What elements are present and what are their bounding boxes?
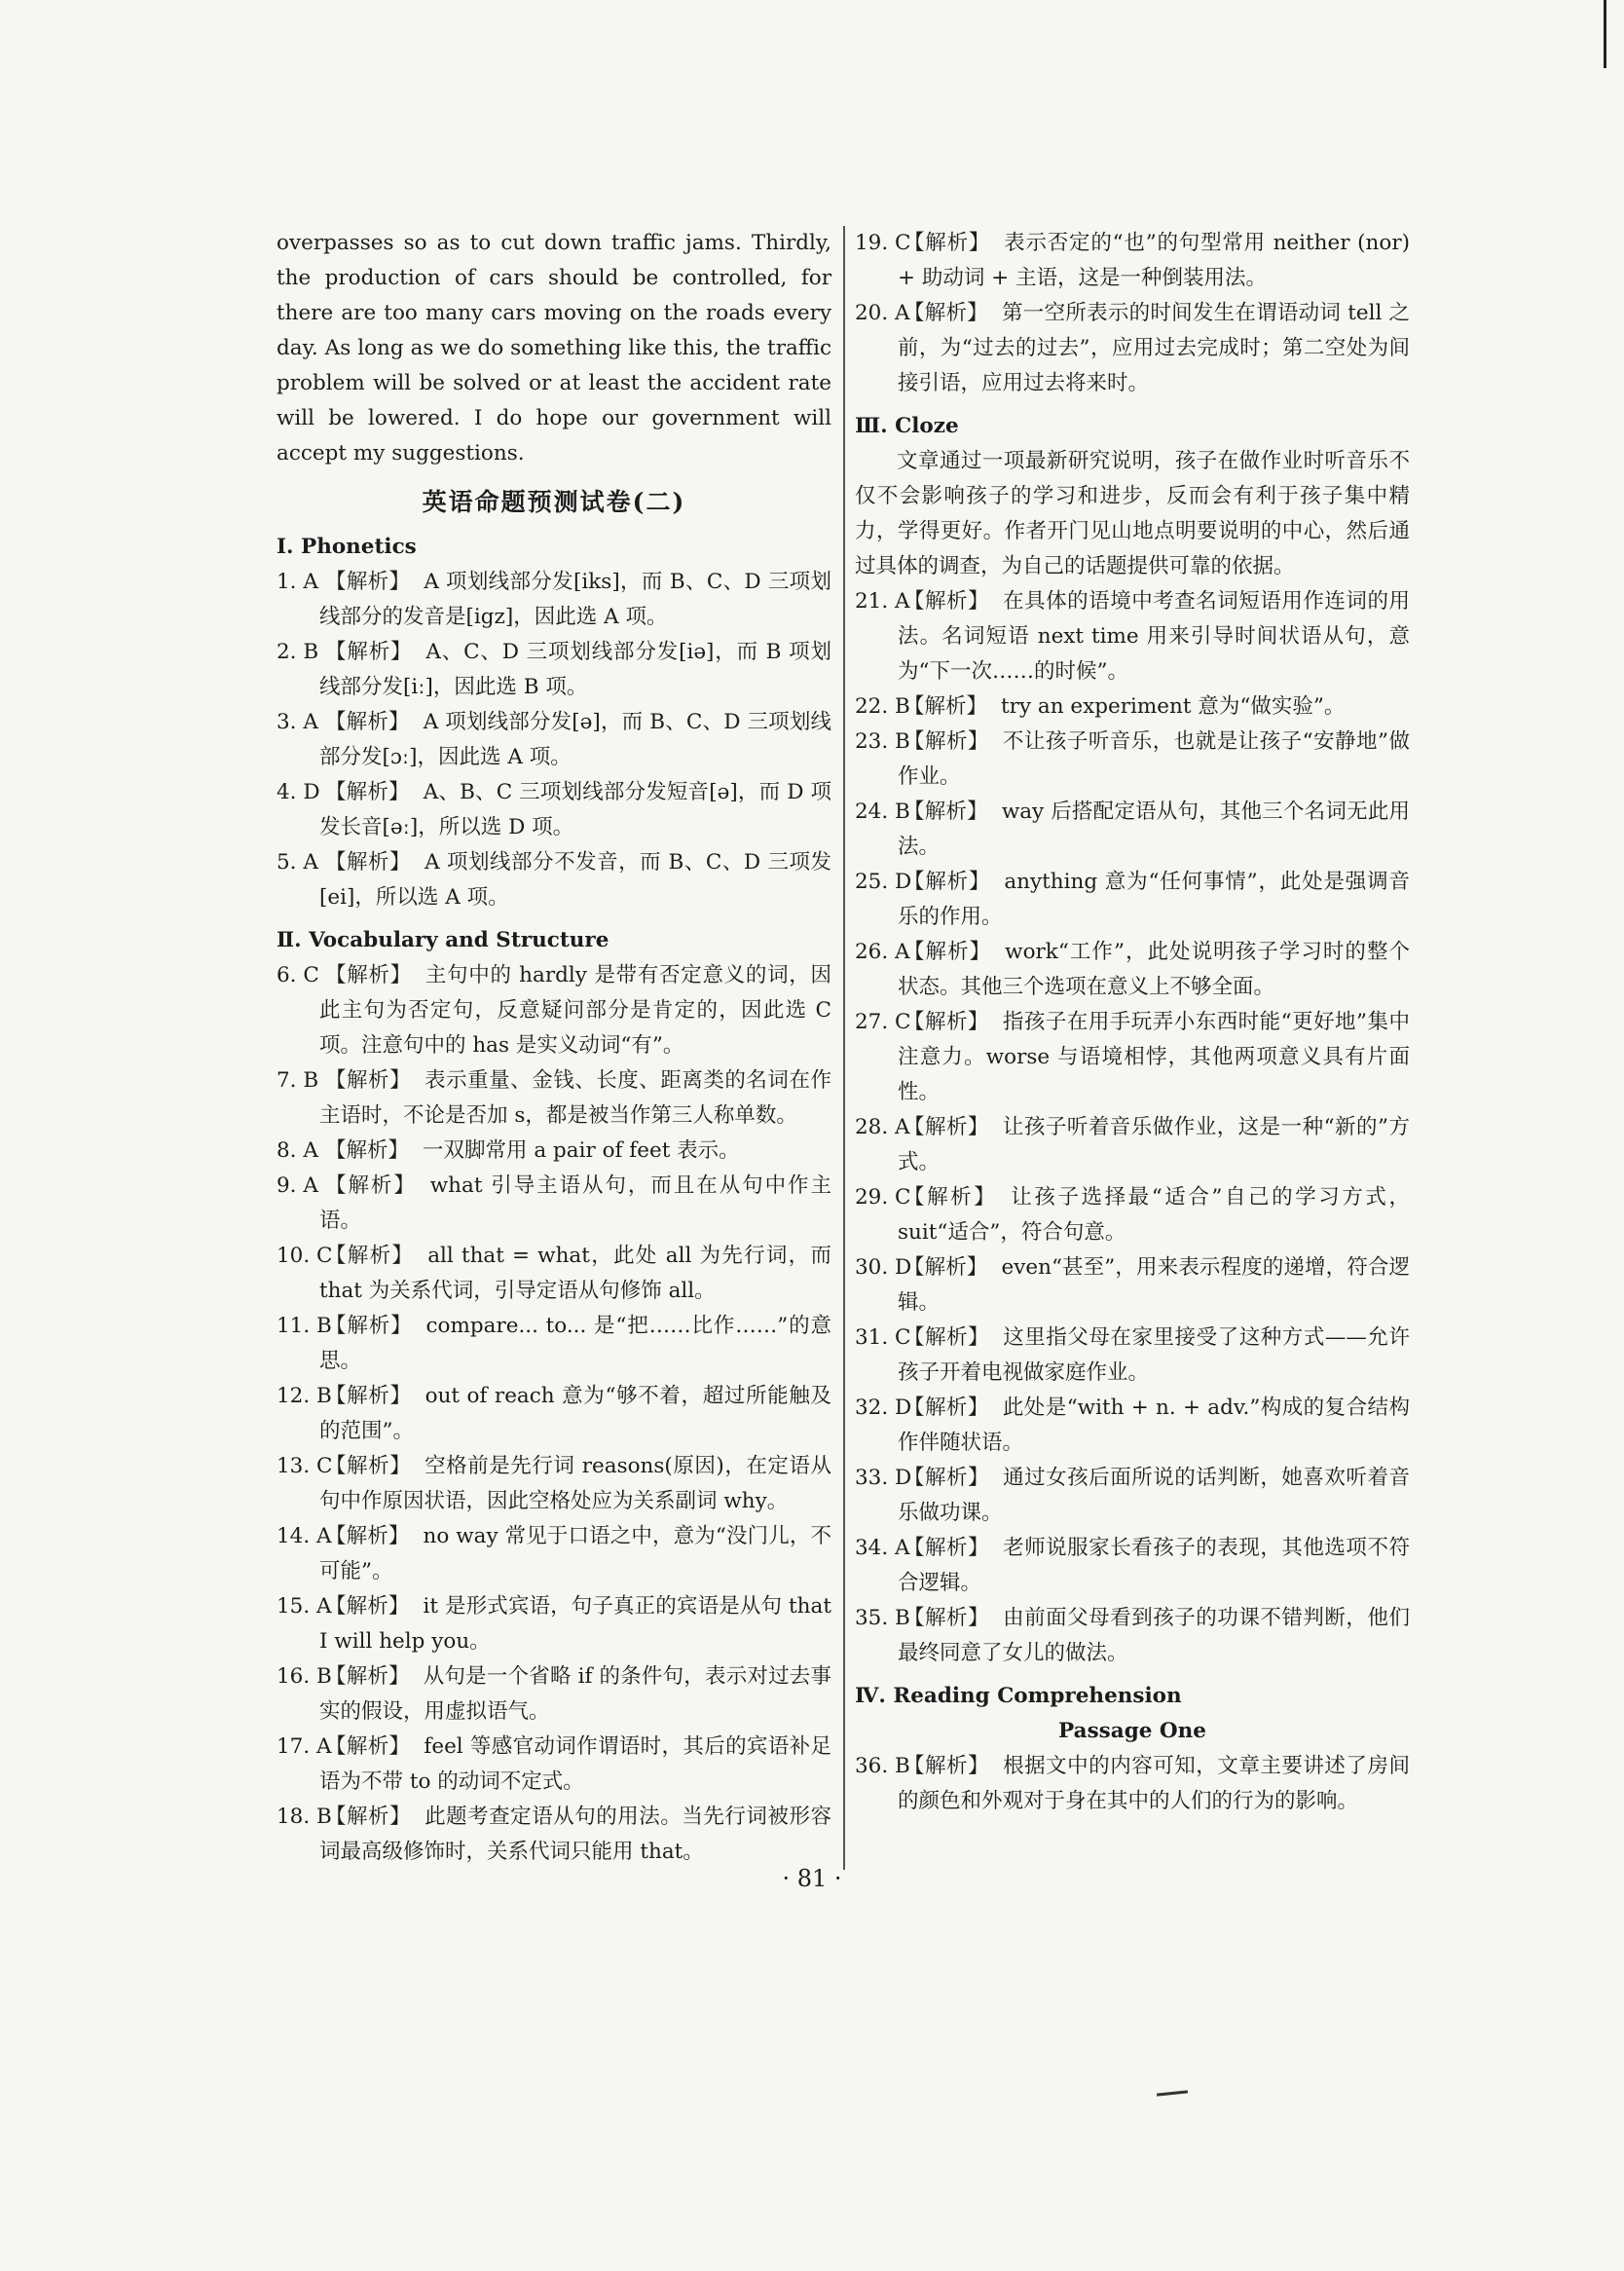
answer-item-27: 27. C 【解析】 指孩子在用手玩弄小东西时能“更好地”集中注意力。worse 与语境相悖，其他两项意义具有片面性。 — [855, 1010, 1410, 1104]
answer-item-2: 2. B 【解析】 A、C、D 三项划线部分发[iə]，而 B 项划线部分发[iː]，因此选 B 项。 — [277, 640, 831, 699]
section-cloze: Ⅲ. Cloze — [855, 414, 959, 438]
answer-item-1: 1. A 【解析】 A 项划线部分发[iks]，而 B、C、D 三项划线部分的发音是[igz]，因此选 A 项。 — [277, 570, 831, 629]
answer-item-4: 4. D 【解析】 A、B、C 三项划线部分发短音[ə]，而 D 项发长音[əː]，所以选 D 项。 — [277, 780, 831, 839]
right-column — [855, 226, 1410, 1819]
section-vocabulary: Ⅱ. Vocabulary and Structure — [277, 928, 609, 952]
section-phonetics: Ⅰ. Phonetics — [277, 535, 417, 559]
answer-item-34: 34. A 【解析】 老师说服家长看孩子的表现，其他选项不符合逻辑。 — [855, 1536, 1410, 1595]
answer-item-11: 11. B 【解析】 compare... to... 是“把……比作……”的意思。 — [277, 1314, 831, 1373]
answer-item-24: 24. B 【解析】 way 后搭配定语从句，其他三个名词无此用法。 — [855, 800, 1410, 859]
answer-item-5: 5. A 【解析】 A 项划线部分不发音，而 B、C、D 三项发[ei]，所以选 A 项。 — [277, 850, 831, 910]
column-divider — [843, 226, 845, 1870]
answer-item-10: 10. C 【解析】 all that = what，此处 all 为先行词，而 that 为关系代词，引导定语从句修饰 all。 — [277, 1244, 831, 1303]
answer-item-17: 17. A 【解析】 feel 等感官动词作谓语时，其后的宾语补足语为不带 to 的动词不定式。 — [277, 1734, 831, 1794]
answer-item-25: 25. D 【解析】 anything 意为“任何事情”，此处是强调音乐的作用。 — [855, 870, 1410, 929]
answer-item-13: 13. C 【解析】 空格前是先行词 reasons(原因)，在定语从句中作原因状语，因此空格处应为关系副词 why。 — [277, 1454, 831, 1513]
answer-item-29: 29. C 【解析】 让孩子选择最“适合”自己的学习方式，suit“适合”，符合句意。 — [855, 1185, 1410, 1245]
answer-item-18: 18. B 【解析】 此题考查定语从句的用法。当先行词被形容词最高级修饰时，关系代词只能用 that。 — [277, 1805, 831, 1864]
answer-item-19: 19. C 【解析】 表示否定的“也”的句型常用 neither (nor) + 助动词 + 主语，这是一种倒装用法。 — [855, 231, 1410, 290]
answer-item-12: 12. B 【解析】 out of reach 意为“够不着，超过所能触及的范围”。 — [277, 1384, 831, 1443]
answer-item-14: 14. A 【解析】 no way 常见于口语之中，意为“没门儿，不可能”。 — [277, 1524, 831, 1583]
answer-item-35: 35. B 【解析】 由前面父母看到孩子的功课不错判断，他们最终同意了女儿的做法。 — [855, 1606, 1410, 1665]
answer-item-22: 22. B 【解析】 try an experiment 意为“做实验”。 — [855, 694, 1346, 719]
page-edge-mark — [1604, 0, 1606, 68]
answer-item-32: 32. D 【解析】 此处是“with + n. + adv.”构成的复合结构作伴随状语。 — [855, 1396, 1410, 1455]
answer-item-7: 7. B 【解析】 表示重量、金钱、长度、距离类的名词在作主语时，不论是否加 s，都是被当作第三人称单数。 — [277, 1068, 831, 1128]
answer-item-6: 6. C 【解析】 主句中的 hardly 是带有否定意义的词，因此主句为否定句，反意疑问部分是肯定的，因此选 C 项。注意句中的 has 是实义动词“有”。 — [277, 963, 831, 1058]
section-reading: Ⅳ. Reading Comprehension — [855, 1684, 1182, 1708]
answer-item-3: 3. A 【解析】 A 项划线部分发[ə]，而 B、C、D 三项划线部分发[ɔː]，因此选 A 项。 — [277, 710, 831, 769]
cloze-intro-paragraph: 文章通过一项最新研究说明，孩子在做作业时听音乐不仅不会影响孩子的学习和进步，反而会有利于孩子集中精力，学得更好。作者开门见山地点明要说明的中心，然后通过具体的调查，为自己的话题提供可靠的依据。 — [855, 449, 1410, 578]
answer-item-8: 8. A 【解析】 一双脚常用 a pair of feet 表示。 — [277, 1138, 740, 1163]
answer-item-15: 15. A 【解析】 it 是形式宾语，句子真正的宾语是从句 that I will help you。 — [277, 1594, 831, 1654]
passage-one-heading: Passage One — [1058, 1719, 1206, 1743]
answer-item-31: 31. C 【解析】 这里指父母在家里接受了这种方式——允许孩子开着电视做家庭作业。 — [855, 1325, 1410, 1385]
page-number: · 81 · — [782, 1865, 842, 1892]
answer-item-33: 33. D 【解析】 通过女孩后面所说的话判断，她喜欢听着音乐做功课。 — [855, 1466, 1410, 1525]
answer-item-9: 9. A 【解析】 what 引导主语从句，而且在从句中作主语。 — [277, 1173, 831, 1233]
scan-dash-mark — [1157, 2090, 1188, 2096]
answer-item-36: 36. B 【解析】 根据文中的内容可知，文章主要讲述了房间的颜色和外观对于身在其中的人们的行为的影响。 — [855, 1754, 1410, 1813]
answer-item-23: 23. B 【解析】 不让孩子听音乐，也就是让孩子“安静地”做作业。 — [855, 729, 1410, 789]
left-column — [277, 226, 831, 1870]
answer-item-16: 16. B 【解析】 从句是一个省略 if 的条件句，表示对过去事实的假设，用虚拟语气。 — [277, 1664, 831, 1724]
answer-item-30: 30. D 【解析】 even“甚至”，用来表示程度的递增，符合逻辑。 — [855, 1255, 1410, 1315]
essay-ending-paragraph: overpasses so as to cut down traffic jams. Thirdly, the production of cars should be controlled, for there are too many cars moving on the roads every day. As long as we do something like this, the traffic problem will be solved or at least the accident rate will be lowered. I do hope our government will accept my suggestions. — [277, 231, 831, 465]
answer-item-21: 21. A 【解析】 在具体的语境中考查名词短语用作连词的用法。名词短语 next time 用来引导时间状语从句，意为“下一次……的时候”。 — [855, 589, 1410, 684]
page-title: 英语命题预测试卷(二) — [422, 488, 686, 516]
answer-item-26: 26. A 【解析】 work“工作”，此处说明孩子学习时的整个状态。其他三个选项在意义上不够全面。 — [855, 940, 1410, 999]
answer-item-28: 28. A 【解析】 让孩子听着音乐做作业，这是一种“新的”方式。 — [855, 1115, 1410, 1174]
answer-item-20: 20. A 【解析】 第一空所表示的时间发生在谓语动词 tell 之前，为“过去的过去”，应用过去完成时；第二空处为间接引语，应用过去将来时。 — [855, 301, 1410, 395]
